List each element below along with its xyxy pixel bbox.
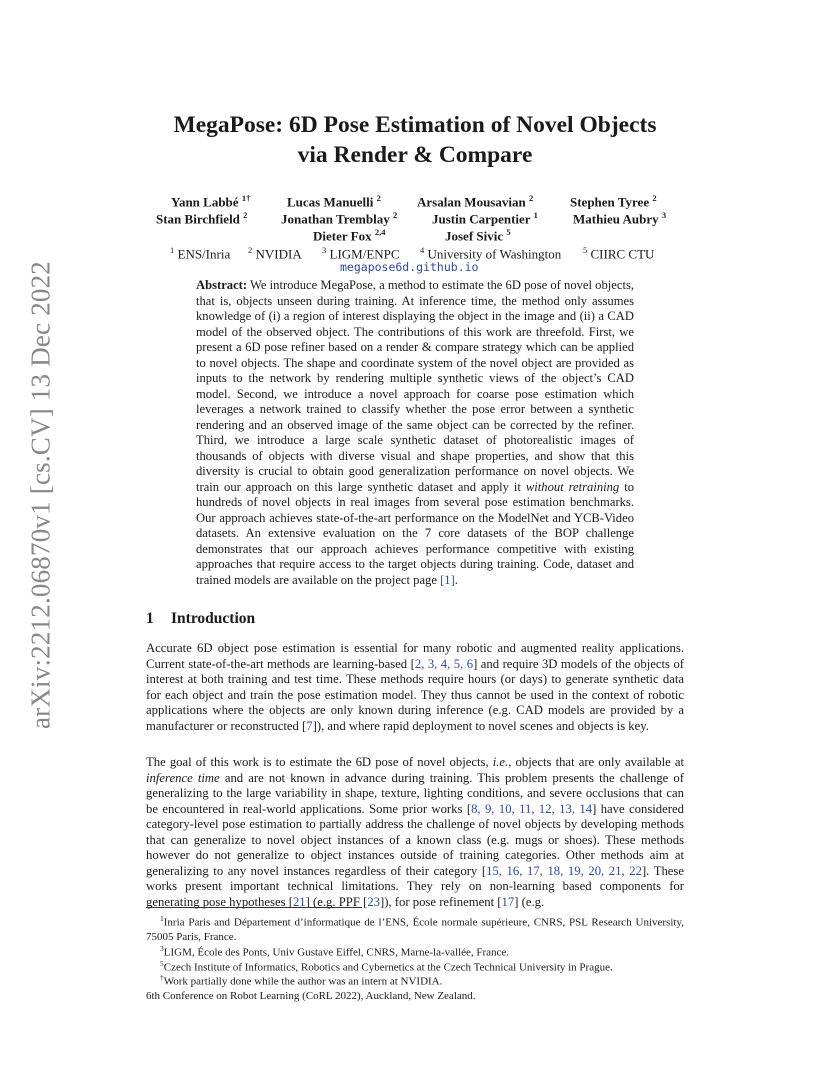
conference-note: 6th Conference on Robot Learning (CoRL 2022), Auckland, New Zealand. bbox=[146, 990, 476, 1002]
affiliation-5: $^5$ CIIRC CTU bbox=[583, 245, 655, 262]
author-10: Josef Sivic $^5$ bbox=[445, 227, 511, 244]
author-7: Justin Carpentier $^1$ bbox=[432, 210, 538, 227]
author-3: Arsalan Mousavian $^2$ bbox=[417, 193, 534, 210]
abstract-label: Abstract: bbox=[196, 278, 248, 292]
citation-link[interactable]: 2, 3, 4, 5, 6 bbox=[414, 656, 474, 671]
arxiv-sidebar bbox=[22, 260, 60, 730]
author-9: Dieter Fox $^{2,4}$ bbox=[313, 227, 386, 244]
project-url-link[interactable]: megapose6d.github.io bbox=[340, 260, 479, 274]
author-6: Jonathan Tremblay $^2$ bbox=[281, 210, 398, 227]
footnote-1: $^1$Inria Paris and Département d’informatique de l’ENS, École normale supérieure, CNRS, PSL Research University, 75005 Paris, France. bbox=[146, 914, 684, 944]
author-1: Yann Labbé $^{1\dagger}$ bbox=[171, 193, 251, 210]
affiliation-2: $^2$ NVIDIA bbox=[248, 245, 302, 262]
author-4: Stephen Tyree $^2$ bbox=[570, 193, 657, 210]
intro-paragraph-2: The goal of this work is to estimate the 6D pose of novel objects, i.e., objects that are only available at inference time and are not known in advance during training. This problem presents the challenge of generalizing to the large variability in shape, texture, lighting conditions, and severe occlusions that can be encountered in real-world applications. Some prior works [8, 9, 10, 11, 12, 13, 14] have considered category-level pose estimation to partially address the challenge of novel objects by developing methods that can generalize to novel object instances of a known class (e.g. mugs or shoes). These methods however do not generalize to object instances outside of training categories. Other methods aim at generalizing to any novel instances regardless of their category [15, 16, 17, 18, 19, 20, 21, 22]. These works present important technical limitations. They rely on non-learning based components for generating pose hypotheses [21] (e.g. PPF [23]), for pose refinement [17] (e.g. bbox=[146, 755, 684, 909]
abstract: Abstract: We introduce MegaPose, a method to estimate the 6D pose of novel objects, that is, objects unseen during training. At inference time, the method only assumes knowledge of (i) a region of interest displaying the object in the image and (ii) a CAD model of the observed object. The contributions of this work are threefold. First, we present a 6D pose refiner based on a render & compare strategy which can be applied to novel objects. The shape and coordinate system of the novel object are provided as inputs to the network by rendering multiple synthetic views of the object’s CAD model. Second, we introduce a novel approach for coarse pose estimation which leverages a network trained to classify whether the pose error between a synthetic rendering and an observed image of the same object can be corrected by the refiner. Third, we introduce a large scale synthetic dataset of photorealistic images of thousands of objects with diverse visual and shape properties, and show that this diversity is crucial to obtain good generalization performance on novel objects. We train our approach on this large synthetic dataset and apply it without retraining to hundreds of novel objects in real images from several pose estimation benchmarks. Our approach achieves state-of-the-art performance on the ModelNet and YCB-Video datasets. An extensive evaluation on the 7 core datasets of the BOP challenge demonstrates that our approach achieves performance competitive with existing approaches that require access to the target objects during training. Code, dataset and trained models are available on the project page [1]. bbox=[196, 278, 634, 587]
citation-link[interactable]: [1] bbox=[440, 572, 455, 587]
arxiv-identifier: arXiv:2212.06870v1 [cs.CV] 13 Dec 2022 bbox=[25, 260, 56, 730]
citation-link[interactable]: 7 bbox=[306, 718, 313, 733]
affiliation-1: $^1$ ENS/Inria bbox=[170, 245, 231, 262]
paper-title bbox=[120, 110, 710, 170]
section-title: Introduction bbox=[171, 610, 256, 627]
intro-paragraph-1: Accurate 6D object pose estimation is essential for many robotic and augmented reality applications. Current state-of-the-art methods are learning-based [2, 3, 4, 5, 6] and require 3D models of the objects of interest at both training and test time. These methods require hours (or days) to generate synthetic data for each object and train the pose estimation model. They thus cannot be used in the context of robotic applications where the objects are only known during inference (e.g. CAD models are provided by a manufacturer or reconstructed [7]), and where rapid deployment to novel scenes and objects is key. bbox=[146, 641, 685, 733]
affiliation-4: $^4$ University of Washington bbox=[420, 245, 562, 262]
citation-link[interactable]: 21 bbox=[292, 894, 306, 909]
citation-link[interactable]: 23 bbox=[367, 894, 380, 909]
section-heading bbox=[146, 610, 255, 628]
footnote-5: $^5$Czech Institute of Informatics, Robotics and Cybernetics at the Czech Technical University in Prague. bbox=[160, 959, 613, 974]
section-number: 1 bbox=[146, 610, 154, 627]
citation-link[interactable]: 15, 16, 17, 18, 19, 20, 21, 22 bbox=[486, 863, 642, 878]
author-2: Lucas Manuelli $^2$ bbox=[287, 193, 381, 210]
footnote-divider bbox=[146, 907, 362, 908]
footnote-dagger: †Work partially done while the author was an intern at NVIDIA. bbox=[160, 973, 443, 988]
title-line-2: via Render & Compare bbox=[297, 142, 533, 168]
footnote-3: $^3$LIGM, École des Ponts, Univ Gustave Eiffel, CNRS, Marne-la-vallée, France. bbox=[160, 944, 510, 959]
citation-link[interactable]: 17 bbox=[501, 894, 515, 909]
title-line-1: MegaPose: 6D Pose Estimation of Novel Objects bbox=[173, 112, 657, 138]
author-5: Stan Birchfield $^2$ bbox=[156, 210, 248, 227]
author-8: Mathieu Aubry $^3$ bbox=[573, 210, 667, 227]
affiliation-3: $^3$ LIGM/ENPC bbox=[322, 245, 400, 262]
citation-link[interactable]: 8, 9, 10, 11, 12, 13, 14 bbox=[471, 801, 593, 816]
